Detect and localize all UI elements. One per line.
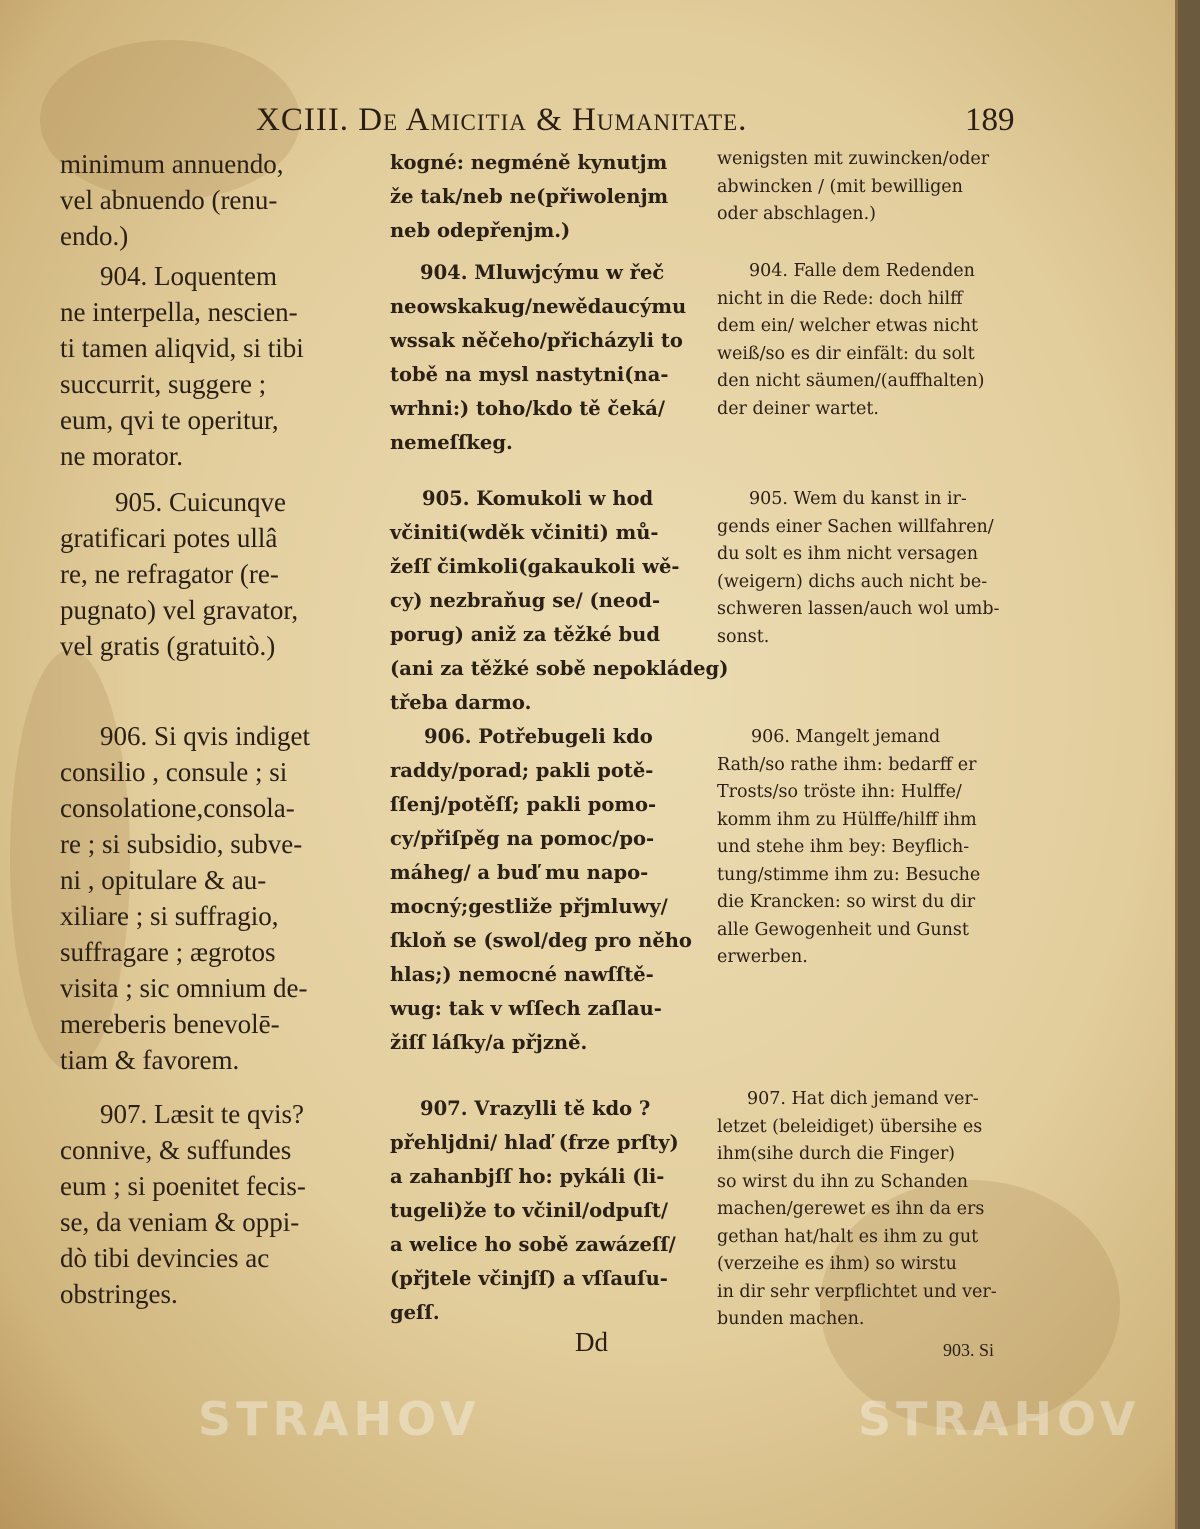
text-line: třeba darmo.	[390, 691, 532, 714]
text-line: nemeſſkeg.	[390, 431, 513, 454]
text-line: pugnato) vel gravator,	[60, 595, 299, 625]
latin-paragraph-907	[60, 1096, 378, 1312]
catchword: 903. Si	[943, 1340, 995, 1360]
czech-paragraph-906	[390, 720, 708, 1060]
text-line: letzet (beleidiget) übersihe es	[717, 1116, 983, 1137]
text-line: 907. Læsit te qvis?	[100, 1099, 304, 1129]
text-line: gratificari potes ullâ	[60, 523, 278, 553]
text-line: vel gratis (gratuitò.)	[60, 631, 276, 661]
text-line: gends einer Sachen willfahren/	[717, 516, 994, 537]
text-line: ni , opitulare & au-	[60, 865, 267, 895]
signature-mark: Dd	[575, 1327, 608, 1357]
text-line: mereberis benevolē-	[60, 1009, 280, 1039]
german-paragraph-906	[717, 724, 1047, 972]
text-line: neowskakug/newědaucýmu	[390, 295, 687, 318]
text-line: dem ein/ welcher etwas nicht	[717, 316, 979, 336]
text-line: kogné: negméně kynutjm	[390, 151, 668, 174]
text-line: suffragare ; ægrotos	[60, 937, 276, 967]
text-line: tung/stimme ihm zu: Besuche	[717, 864, 981, 885]
text-line: dò tibi devincies ac	[60, 1243, 270, 1273]
text-line: xiliare ; si suffragio,	[60, 901, 279, 931]
text-line: tugeli)že to včinil/odpuſt/	[390, 1199, 669, 1222]
text-line: ſſenj/potěſſ; pakli pomo-	[390, 793, 657, 816]
text-line: re ; si subsidio, subve-	[60, 829, 303, 859]
text-line: 904. Loquentem	[100, 261, 277, 291]
text-line: weiß/so es dir einfält: du solt	[717, 343, 975, 364]
text-line: re, ne refragator (re-	[60, 559, 279, 589]
running-head: XCIII. De Amicitia & Humanitate.	[256, 102, 748, 138]
text-line: žiſſ láſky/a přjzně.	[390, 1031, 588, 1054]
text-line: hlas;) nemocné nawſſtě-	[390, 963, 654, 986]
latin-paragraph-904	[60, 258, 378, 474]
text-line: žeſſ čimkoli(gakaukoli wě-	[390, 555, 680, 578]
text-line: 904. Mluwjcýmu w řeč	[420, 261, 665, 284]
text-line: 906. Si qvis indiget	[100, 721, 311, 751]
text-line: mocný;gestliže přjmluwy/	[390, 895, 668, 918]
text-line: eum, qvi te operitur,	[60, 405, 279, 435]
text-line: a zahanbjſſ ho: pykáli (li-	[390, 1165, 665, 1188]
text-line: neb odepřenjm.)	[390, 219, 571, 242]
text-line: der deiner wartet.	[717, 398, 879, 419]
page-number: 189	[965, 102, 1015, 138]
text-line: endo.)	[60, 221, 129, 251]
latin-paragraph-905	[60, 484, 378, 664]
latin-paragraph-906	[60, 718, 378, 1078]
text-line: wrhni:) toho/kdo tě čeká/	[390, 397, 666, 420]
text-line: komm ihm zu Hülffe/hilff ihm	[717, 809, 977, 830]
text-line: alle Gewogenheit und Gunst	[717, 919, 969, 940]
text-line: bunden machen.	[717, 1309, 865, 1329]
text-line: wssak něčeho/přicházyli to	[390, 329, 683, 352]
text-line: (přjtele včinjſſ) a vſſauſu-	[390, 1267, 668, 1290]
text-line: tiam & favorem.	[60, 1045, 240, 1075]
text-line: přehljdni/ hlaď (frze prſty)	[390, 1131, 679, 1154]
text-line: (verzeihe es ihm) so wirstu	[717, 1254, 957, 1274]
german-paragraph-904	[717, 258, 1047, 423]
text-line: Rath/so rathe ihm: bedarff er	[717, 754, 977, 775]
text-line: obstringes.	[60, 1279, 178, 1309]
text-line: včiniti(wděk včiniti) mů-	[390, 521, 659, 544]
text-line: schweren lassen/auch wol umb-	[717, 599, 1000, 619]
text-line: cy) nezbraňug se/ (neod-	[390, 589, 661, 612]
text-line: 907. Hat dich jemand ver-	[747, 1089, 979, 1109]
text-line: 906. Mangelt jemand	[751, 727, 941, 747]
text-line: so wirst du ihn zu Schanden	[717, 1171, 968, 1192]
watermark-left: STRAHOV	[198, 1392, 481, 1446]
text-line: Trosts/so tröste ihn: Hulffe/	[717, 782, 962, 802]
text-line: oder abschlagen.)	[717, 204, 876, 224]
text-line: 905. Komukoli w hod	[422, 487, 654, 510]
text-line: 905. Wem du kanst in ir-	[749, 489, 967, 509]
text-line: porug) aniž za těžké bud	[390, 623, 660, 646]
text-line: machen/gerewet es ihn da ers	[717, 1199, 985, 1219]
text-line: erwerben.	[717, 947, 808, 967]
text-line: wenigsten mit zuwincken/oder	[717, 149, 990, 169]
text-line: ſkloň se (swol/deg pro něho	[390, 929, 692, 952]
latin-paragraph	[60, 146, 378, 254]
text-line: cy/přiſpěg na pomoc/po-	[390, 827, 655, 850]
text-line: 906. Potřebugeli kdo	[424, 725, 653, 748]
text-line: 907. Vrazylli tě kdo ?	[420, 1097, 651, 1120]
czech-paragraph-904	[390, 256, 708, 460]
text-line: ne morator.	[60, 441, 183, 471]
text-line: ne interpella, nescien-	[60, 297, 298, 327]
text-line: 905. Cuicunqve	[115, 487, 286, 517]
text-line: eum ; si poenitet fecis-	[60, 1171, 306, 1201]
text-line: gethan hat/halt es ihm zu gut	[717, 1226, 979, 1247]
text-line: die Krancken: so wirst du dir	[717, 892, 976, 912]
german-paragraph	[717, 146, 1047, 229]
text-line: vel abnuendo (renu-	[60, 185, 278, 215]
text-line: se, da veniam & oppi-	[60, 1207, 300, 1237]
text-line: connive, & suffundes	[60, 1135, 292, 1165]
text-line: minimum annuendo,	[60, 149, 284, 179]
text-line: du solt es ihm nicht versagen	[717, 544, 979, 564]
text-line: consolatione,consola-	[60, 793, 295, 823]
text-line: že tak/neb ne(přiwolenjm	[390, 185, 669, 208]
czech-paragraph-907	[390, 1092, 708, 1330]
text-line: (ani za těžké sobě nepokládeg)	[390, 657, 729, 680]
text-line: sonst.	[717, 626, 770, 647]
czech-paragraph-905	[390, 482, 729, 720]
text-line: a welice ho sobě zawázeſſ/	[390, 1233, 676, 1256]
text-line: succurrit, suggere ;	[60, 369, 267, 399]
text-line: nicht in die Rede: doch hilff	[717, 288, 963, 309]
text-line: wug: tak v wſſech zaſlau-	[390, 997, 662, 1020]
czech-paragraph	[390, 146, 708, 248]
watermark-right: STRAHOV	[858, 1392, 1141, 1446]
text-line: 904. Falle dem Redenden	[749, 261, 975, 281]
german-paragraph-905	[717, 486, 1047, 651]
text-line: den nicht säumen/(auffhalten)	[717, 371, 985, 391]
text-line: abwincken / (mit bewilligen	[717, 176, 963, 197]
text-line: geſſ.	[390, 1301, 440, 1324]
text-line: ihm(sihe durch die Finger)	[717, 1144, 956, 1164]
page-header	[0, 102, 1178, 146]
text-line: consilio , consule ; si	[60, 757, 288, 787]
text-line: ti tamen aliqvid, si tibi	[60, 333, 304, 363]
text-line: máheg/ a buď mu napo-	[390, 861, 649, 884]
text-line: raddy/porad; pakli potě-	[390, 759, 654, 782]
text-line: und stehe ihm bey: Beyflich-	[717, 837, 970, 857]
text-line: (weigern) dichs auch nicht be-	[717, 571, 988, 592]
text-line: visita ; sic omnium de-	[60, 973, 308, 1003]
text-line: tobě na mysl nastytni(na-	[390, 363, 669, 386]
german-paragraph-907	[717, 1086, 1047, 1334]
text-line: in dir sehr verpflichtet und ver-	[717, 1281, 997, 1302]
